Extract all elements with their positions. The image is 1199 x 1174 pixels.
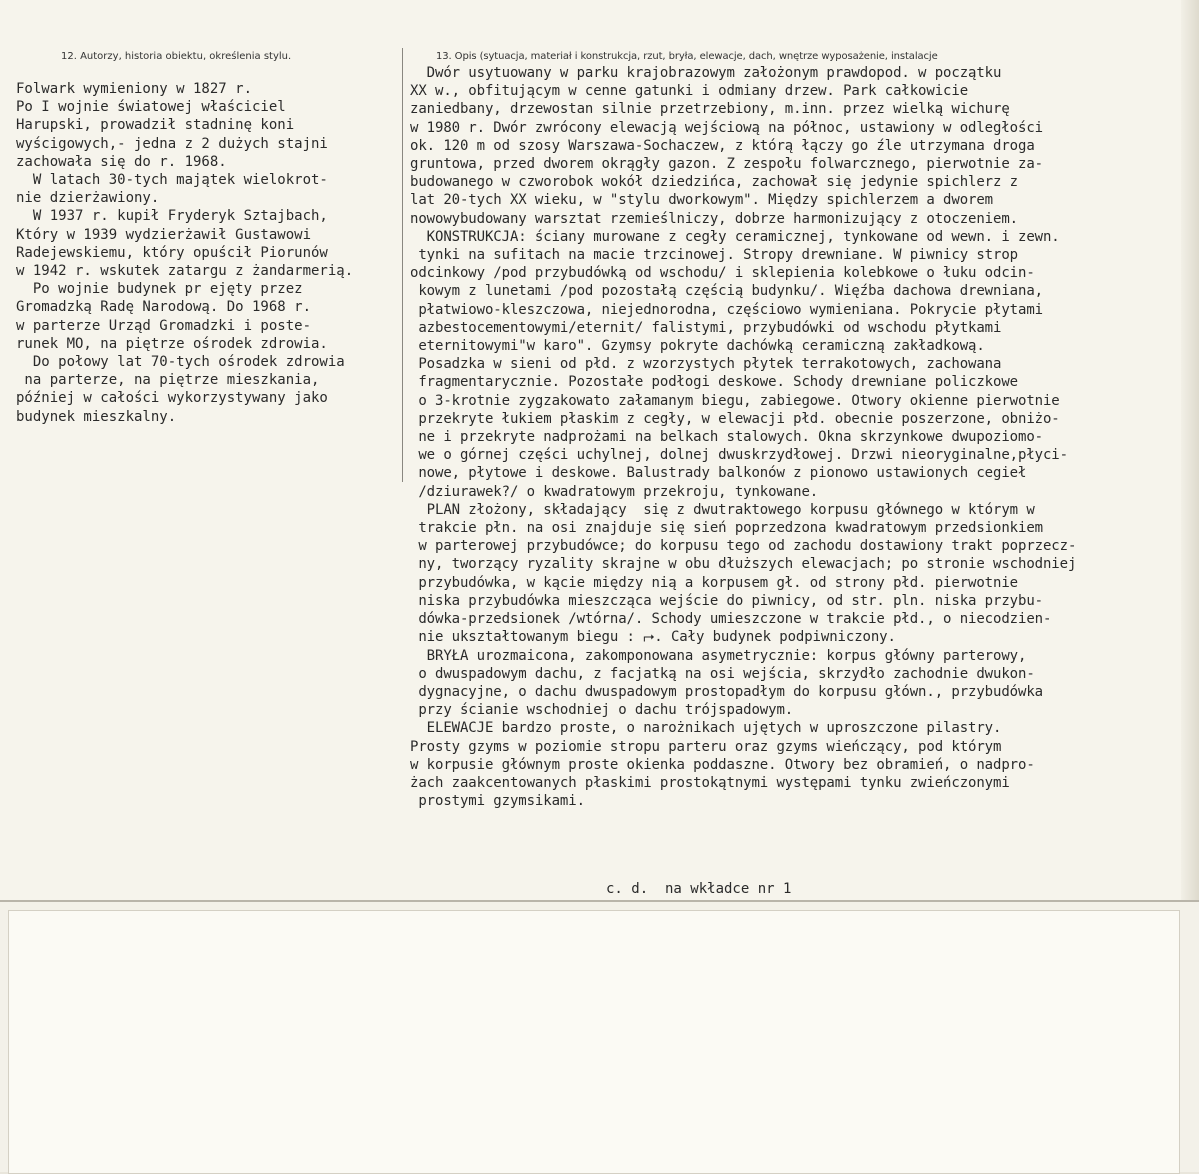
- text-line: zaniedbany, drzewostan silnie przetrzebiony, m.inn. przez wielką wichurę: [410, 101, 1010, 118]
- text-line: Posadzka w sieni od płd. z wzorzystych płytek terrakotowych, zachowana: [410, 356, 1002, 373]
- text-line: przybudówka, w kącie między nią a korpusem gł. od strony płd. pierwotnie: [410, 574, 1018, 591]
- section-12-header: 12. Autorzy, historia obiektu, określenia stylu.: [61, 51, 292, 62]
- text-line: /dziurawek?/ o kwadratowym przekroju, tynkowane.: [410, 483, 819, 500]
- text-line: w 1942 r. wskutek zatargu z żandarmerią.: [16, 263, 354, 280]
- text-line: fragmentarycznie. Pozostałe podłogi deskowe. Schody drewniane policzkowe: [410, 374, 1018, 391]
- text-line: we o górnej części uchylnej, dolnej dwuskrzydłowej. Drzwi nieoryginalne,płyci-: [410, 447, 1068, 464]
- text-line: nie dzierżawiony.: [16, 190, 160, 207]
- text-line: wyścigowych,- jedna z 2 dużych stajni: [16, 135, 328, 152]
- text-line: Radejewskiemu, który opuścił Piorunów: [16, 244, 328, 261]
- text-line: przekryte łukiem płaskim z cegły, w elewacji płd. obecnie poszerzone, obniżo-: [410, 410, 1060, 427]
- text-line: żach zaakcentowanych płaskimi prostokątnymi występami tynku zwieńczonymi: [410, 774, 1010, 791]
- blank-panel: [8, 910, 1180, 1174]
- text-line: o 3-krotnie zygzakowato załamanym biegu, zabiegowe. Otwory okienne pierwotnie: [410, 392, 1060, 409]
- text-line: nowowybudowany warsztat rzemieślniczy, dobrze harmonizujący z otoczeniem.: [410, 210, 1018, 227]
- text-line: Do połowy lat 70-tych ośrodek zdrowia: [16, 354, 345, 371]
- insert-sheet: [0, 900, 1199, 1172]
- text-line: odcinkowy /pod przybudówką od wschodu/ i sklepienia kolebkowe o łuku odcin-: [410, 265, 1035, 282]
- column-divider: [402, 48, 403, 482]
- text-line: Prosty gzyms w poziomie stropu parteru oraz gzyms wieńczący, pod którym: [410, 738, 1002, 755]
- description-text: [410, 64, 1076, 810]
- text-line: runek MO, na piętrze ośrodek zdrowia.: [16, 335, 328, 352]
- text-line: eternitowymi"w karo". Gzymsy pokryte dachówką ceramiczną zakładkową.: [410, 338, 985, 355]
- text-line: o dwuspadowym dachu, z facjatką na osi wejścia, skrzydło zachodnie dwukon-: [410, 665, 1035, 682]
- text-line: przy ścianie wschodniej o dachu trójspadowym.: [410, 702, 794, 719]
- text-line: Który w 1939 wydzierżawił Gustawowi: [16, 226, 312, 243]
- text-line: budowanego w czworobok wokół dziedzińca, zachował się jedynie spichlerz z: [410, 174, 1018, 191]
- text-line: Dwór usytuowany w parku krajobrazowym założonym prawdopod. w początku: [410, 65, 1002, 81]
- text-line: ny, tworzący ryzality skrajne w obu dłuższych elewacjach; po stronie wschodniej: [410, 556, 1077, 573]
- text-line: KONSTRUKCJA: ściany murowane z cegły ceramicznej, tynkowane od wewn. i zewn.: [410, 228, 1060, 245]
- text-line: trakcie płn. na osi znajduje się sień poprzedzona kwadratowym przedsionkiem: [410, 520, 1043, 537]
- history-text: [16, 80, 353, 426]
- text-line: PLAN złożony, składający się z dwutraktowego korpusu głównego w którym w: [410, 501, 1035, 518]
- section-13-header: 13. Opis (sytuacja, materiał i konstrukcja, rzut, bryła, elewacje, dach, wnętrze wyposażenie, instalacje: [436, 51, 938, 62]
- text-line: ok. 120 m od szosy Warszawa-Sochaczew, z którą łączy go źle utrzymana droga: [410, 137, 1035, 154]
- text-line: ELEWACJE bardzo proste, o narożnikach ujętych w uproszczone pilastry.: [410, 720, 1002, 737]
- text-line: kowym z lunetami /pod pozostałą częścią budynku/. Więźba dachowa drewniana,: [410, 283, 1043, 300]
- text-line: niska przybudówka mieszcząca wejście do piwnicy, od str. pln. niska przybu-: [410, 592, 1043, 609]
- text-line: dygnacyjne, o dachu dwuspadowym prostopadłym do korpusu główn., przybudówka: [410, 683, 1043, 700]
- text-line: prostymi gzymsikami.: [410, 793, 585, 810]
- text-line: w 1980 r. Dwór zwrócony elewacją wejściową na północ, ustawiony w odległości: [410, 119, 1043, 136]
- text-line: w parterze Urząd Gromadzki i poste-: [16, 317, 312, 334]
- text-line: budynek mieszkalny.: [16, 408, 177, 425]
- continuation-note: c. d. na wkładce nr 1: [606, 881, 792, 897]
- text-line: Folwark wymieniony w 1827 r.: [16, 81, 253, 97]
- text-line: gruntowa, przed dworem okrągły gazon. Z zespołu folwarcznego, pierwotnie za-: [410, 156, 1043, 173]
- text-line: tynki na sufitach na macie trzcinowej. Stropy drewniane. W piwnicy strop: [410, 247, 1018, 264]
- text-line: Gromadzką Radę Narodową. Do 1968 r.: [16, 299, 312, 316]
- text-line: płatwiowo-kleszczowa, niejednorodna, częściowo wymieniana. Pokrycie płytami: [410, 301, 1043, 318]
- text-line: na parterze, na piętrze mieszkania,: [16, 372, 320, 389]
- text-line: ne i przekryte nadprożami na belkach stalowych. Okna skrzynkowe dwupoziomo-: [410, 429, 1043, 446]
- text-line: dówka-przedsionek /wtórna/. Schody umieszczone w trakcie płd., o niecodzien-: [410, 611, 1052, 628]
- text-line: Harupski, prowadził stadninę koni: [16, 117, 295, 134]
- text-line: BRYŁA urozmaicona, zakomponowana asymetrycznie: korpus główny parterowy,: [410, 647, 1027, 664]
- text-line: później w całości wykorzystywany jako: [16, 390, 328, 407]
- text-line: nie ukształtowanym biegu : ⮣. Cały budynek podpiwniczony.: [410, 629, 896, 646]
- text-line: W 1937 r. kupił Fryderyk Sztajbach,: [16, 208, 328, 225]
- text-line: w korpusie głównym proste okienka poddaszne. Otwory bez obramień, o nadpro-: [410, 756, 1035, 773]
- text-line: lat 20-tych XX wieku, w "stylu dworkowym". Między spichlerzem a dworem: [410, 192, 994, 209]
- text-line: w parterowej przybudówce; do korpusu tego od zachodu dostawiony trakt poprzecz-: [410, 538, 1077, 555]
- text-line: W latach 30-tych majątek wielokrot-: [16, 172, 328, 189]
- text-line: Po wojnie budynek pr ejęty przez: [16, 281, 303, 298]
- text-line: nowe, płytowe i deskowe. Balustrady balkonów z pionowo ustawionych cegieł: [410, 465, 1027, 482]
- text-line: Po I wojnie światowej właściciel: [16, 99, 286, 116]
- text-line: zachowała się do r. 1968.: [16, 153, 227, 170]
- text-line: azbestocementowymi/eternit/ falistymi, przybudówki od wschodu płytkami: [410, 319, 1002, 336]
- text-line: XX w., obfitującym w cenne gatunki i odmiany drzew. Park całkowicie: [410, 83, 969, 100]
